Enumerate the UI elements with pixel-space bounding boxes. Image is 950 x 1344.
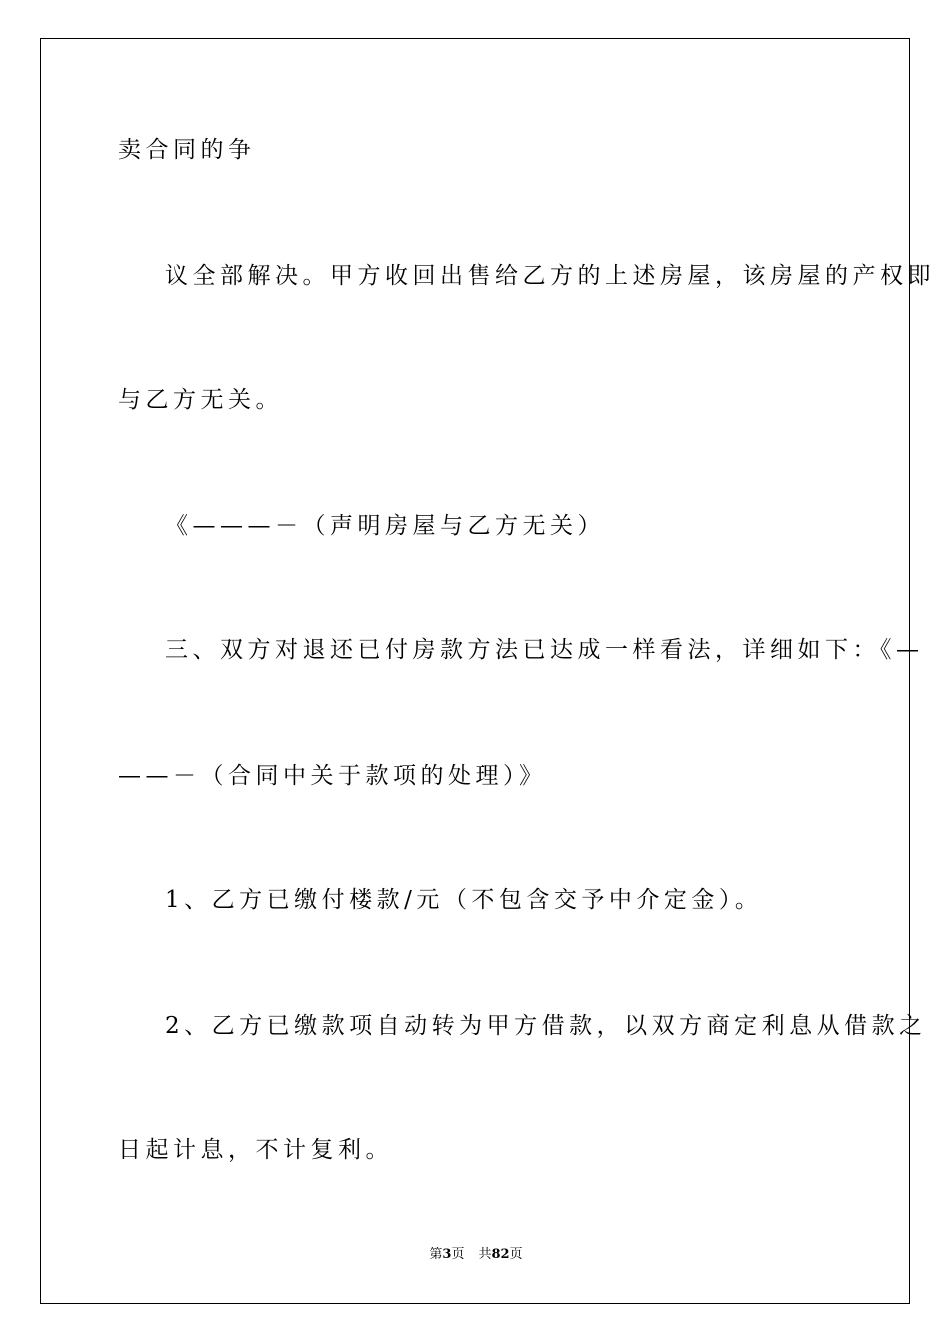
document-page [40,38,935,1304]
text-line-8: 2、乙方已缴款项自动转为甲方借款，以双方商定利息从借款之 [165,1013,927,1039]
text-line-4: 《———－（声明房屋与乙方无关） [165,513,605,539]
text-line-1: 卖合同的争 [118,137,256,163]
footer-total-suffix: 页 [509,1247,523,1262]
text-line-5: 三、双方对退还已付房款方法已达成一样看法，详细如下：《— [165,637,924,663]
footer-total-pages: 82 [491,1247,510,1262]
footer-page-suffix: 页 [451,1247,465,1262]
text-line-7: 1、乙方已缴付楼款/元（不包含交予中介定金）。 [165,887,763,913]
footer-total-prefix: 共 [478,1247,492,1262]
page-footer [41,1246,911,1264]
footer-page-prefix: 第 [429,1247,443,1262]
text-line-3: 与乙方无关。 [118,387,283,413]
text-line-2: 议全部解决。甲方收回出售给乙方的上述房屋，该房屋的产权即 [165,263,935,289]
text-line-6: ——－（合同中关于款项的处理）》 [118,763,547,789]
footer-page-number: 3 [442,1247,452,1262]
text-line-9: 日起计息，不计复利。 [118,1137,393,1163]
